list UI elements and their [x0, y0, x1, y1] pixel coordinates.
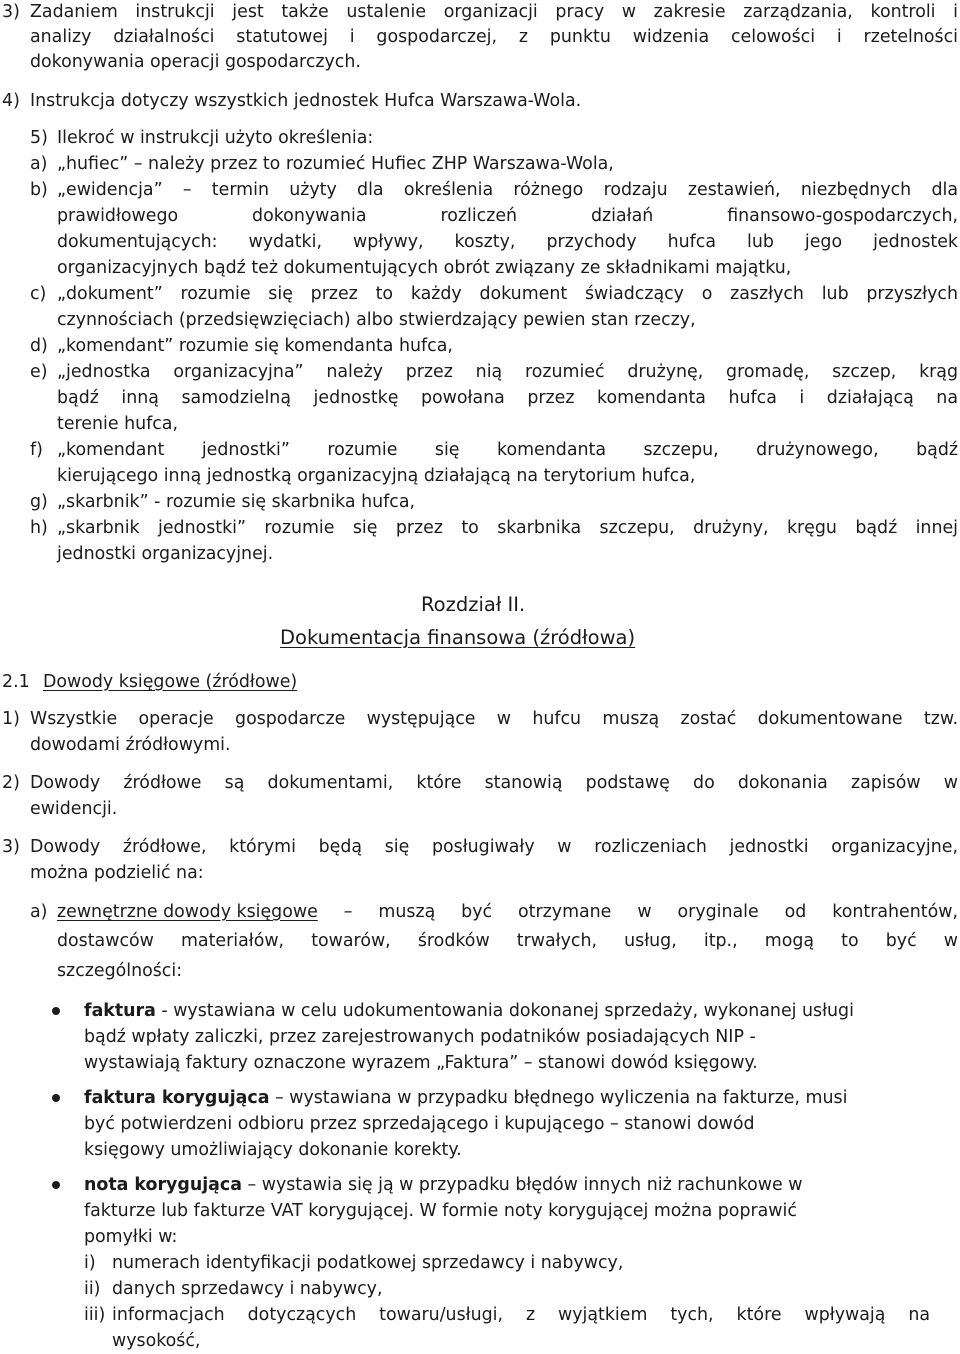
definition-d-label: d) — [30, 336, 48, 356]
bullet-faktura-korygujaca-line-2: być potwierdzeni odbioru przez sprzedającego i kupującego – stanowi dowód — [84, 1114, 755, 1134]
definition-e-text: „jednostka organizacyjna” należy przez nią rozumieć drużynę, gromadę, szczep, krąg — [57, 362, 958, 382]
item-3-text: Zadaniem instrukcji jest także ustalenie organizacji pracy w zakresie zarządzania, kontroli i — [30, 2, 958, 22]
roman-item-iii-text: informacjach dotyczących towaru/usługi, z wyjątkiem tych, które wpływają na — [112, 1305, 930, 1325]
definition-g-text: „skarbnik” - rozumie się skarbnika hufca, — [57, 492, 416, 512]
definition-a-label: a) — [30, 154, 48, 174]
bullet-nota-korygujaca — [84, 1172, 960, 1198]
bullet-faktura-korygujaca-line-3: księgowy umożliwiający dokonanie korekty. — [84, 1140, 462, 1160]
sub-a-line-1 — [57, 899, 958, 925]
item-5-number: 5) — [30, 128, 48, 148]
bullet-nota-korygujaca-line-2: fakturze lub fakturze VAT korygującej. W formie noty korygującej można poprawić — [84, 1201, 797, 1221]
definition-d-text: „komendant” rozumie się komendanta hufca, — [57, 336, 453, 356]
roman-item-ii-text: danych sprzedawcy i nabywcy, — [112, 1279, 383, 1299]
point-2-line-2: ewidencji. — [30, 799, 118, 819]
item-4-text: Instrukcja dotyczy wszystkich jednostek Hufca Warszawa-Wola. — [30, 91, 582, 111]
bullet-faktura-line-3: wystawiają faktury oznaczone wyrazem „Faktura” – stanowi dowód księgowy. — [84, 1053, 758, 1073]
point-2-number: 2) — [2, 773, 20, 793]
definition-b-label: b) — [30, 180, 48, 200]
sub-a-line-2: dostawców materiałów, towarów, środków trwałych, usług, itp., mogą to być w — [57, 931, 958, 951]
definition-h-label: h) — [30, 518, 48, 538]
point-3-number: 3) — [2, 837, 20, 857]
definition-e-line-3: terenie hufca, — [57, 414, 178, 434]
roman-item-ii-label: ii) — [84, 1279, 101, 1299]
bullet-faktura-korygujaca-rest: – wystawiana w przypadku błędnego wyliczenia na fakturze, musi — [269, 1088, 848, 1108]
bullet-faktura-korygujaca-term: faktura korygująca — [84, 1088, 270, 1108]
definition-c-line-2: czynnościach (przedsięwzięciach) albo stwierdzający pewien stan rzeczy, — [57, 310, 696, 330]
definition-c-text: „dokument” rozumie się przez to każdy dokument świadczący o zaszłych lub przyszłych — [57, 284, 958, 304]
definition-b-line-2: prawidłowego dokonywania rozliczeń działań finansowo-gospodarczych, — [57, 206, 958, 226]
sub-a-term: zewnętrzne dowody księgowe — [57, 902, 318, 922]
roman-item-i-text: numerach identyfikacji podatkowej sprzedawcy i nabywcy, — [112, 1253, 624, 1273]
bullet-faktura-rest: - wystawiana w celu udokumentowania dokonanej sprzedaży, wykonanej usługi — [155, 1001, 854, 1021]
point-1-line-2: dowodami źródłowymi. — [30, 735, 231, 755]
sub-a-label: a) — [30, 902, 48, 922]
bullet-nota-korygujaca-term: nota korygująca — [84, 1175, 242, 1195]
bullet-faktura-korygujaca — [84, 1085, 960, 1111]
definition-a-text: „hufiec” – należy przez to rozumieć Hufiec ZHP Warszawa-Wola, — [57, 154, 614, 174]
roman-item-iii-label: iii) — [84, 1305, 106, 1325]
item-3-line-2: analizy działalności statutowej i gospodarczej, z punktu widzenia celowości i rzetelności — [30, 27, 958, 47]
definition-b-text: „ewidencja” – termin użyty dla określenia różnego rodzaju zestawień, niezbędnych dla — [57, 180, 958, 200]
item-4-number: 4) — [2, 91, 20, 111]
bullet-faktura-term: faktura — [84, 1001, 156, 1021]
bullet-dot — [52, 1094, 60, 1102]
point-3-text: Dowody źródłowe, którymi będą się posługiwały w rozliczeniach jednostki organizacyjne, — [30, 837, 958, 857]
definition-h-line-2: jednostki organizacyjnej. — [57, 544, 274, 564]
definition-b-line-3: dokumentujących: wydatki, wpływy, koszty, przychody hufca lub jego jednostek — [57, 232, 958, 252]
section-number: 2.1 — [2, 672, 30, 692]
roman-item-iii-line-2: wysokość, — [112, 1331, 201, 1351]
definition-f-text: „komendant jednostki” rozumie się komendanta szczepu, drużynowego, bądź — [57, 440, 958, 460]
sub-a-line-3: szczególności: — [57, 961, 183, 981]
bullet-dot — [52, 1007, 60, 1015]
definition-f-line-2: kierującego inną jednostką organizacyjną działającą na terytorium hufca, — [57, 466, 696, 486]
definition-e-line-2: bądź inną samodzielną jednostkę powołana przez komendanta hufca i działającą na — [57, 388, 958, 408]
bullet-dot — [52, 1181, 60, 1189]
definition-e-label: e) — [30, 362, 48, 382]
point-1-text: Wszystkie operacje gospodarcze występujące w hufcu muszą zostać dokumentowane tzw. — [30, 709, 958, 729]
definition-f-label: f) — [30, 440, 43, 460]
point-1-number: 1) — [2, 709, 20, 729]
chapter-subtitle: Dokumentacja finansowa (źródłowa) — [280, 626, 636, 649]
definition-h-text: „skarbnik jednostki” rozumie się przez to skarbnika szczepu, drużyny, kręgu bądź innej — [57, 518, 958, 538]
point-3-line-2: można podzielić na: — [30, 863, 204, 883]
definition-c-label: c) — [30, 284, 47, 304]
sub-a-line-1-rest: – muszą być otrzymane w oryginale od kontrahentów, — [317, 902, 958, 922]
point-2-text: Dowody źródłowe są dokumentami, które stanowią podstawę do dokonania zapisów w — [30, 773, 958, 793]
roman-item-i-label: i) — [84, 1253, 96, 1273]
definition-g-label: g) — [30, 492, 48, 512]
bullet-faktura — [84, 998, 960, 1024]
item-3-number: 3) — [2, 2, 20, 22]
bullet-faktura-line-2: bądź wpłaty zaliczki, przez zarejestrowanych podatników posiadających NIP - — [84, 1027, 756, 1047]
bullet-nota-korygujaca-rest: – wystawia się ją w przypadku błędów innych niż rachunkowe w — [241, 1175, 803, 1195]
item-5-text: Ilekroć w instrukcji użyto określenia: — [57, 128, 374, 148]
section-title: Dowody księgowe (źródłowe) — [43, 672, 298, 692]
definition-b-line-4: organizacyjnych bądź też dokumentujących obrót związany ze składnikami majątku, — [57, 258, 792, 278]
item-3-line-3: dokonywania operacji gospodarczych. — [30, 52, 361, 72]
chapter-title: Rozdział II. — [421, 593, 526, 616]
bullet-nota-korygujaca-line-3: pomyłki w: — [84, 1227, 178, 1247]
